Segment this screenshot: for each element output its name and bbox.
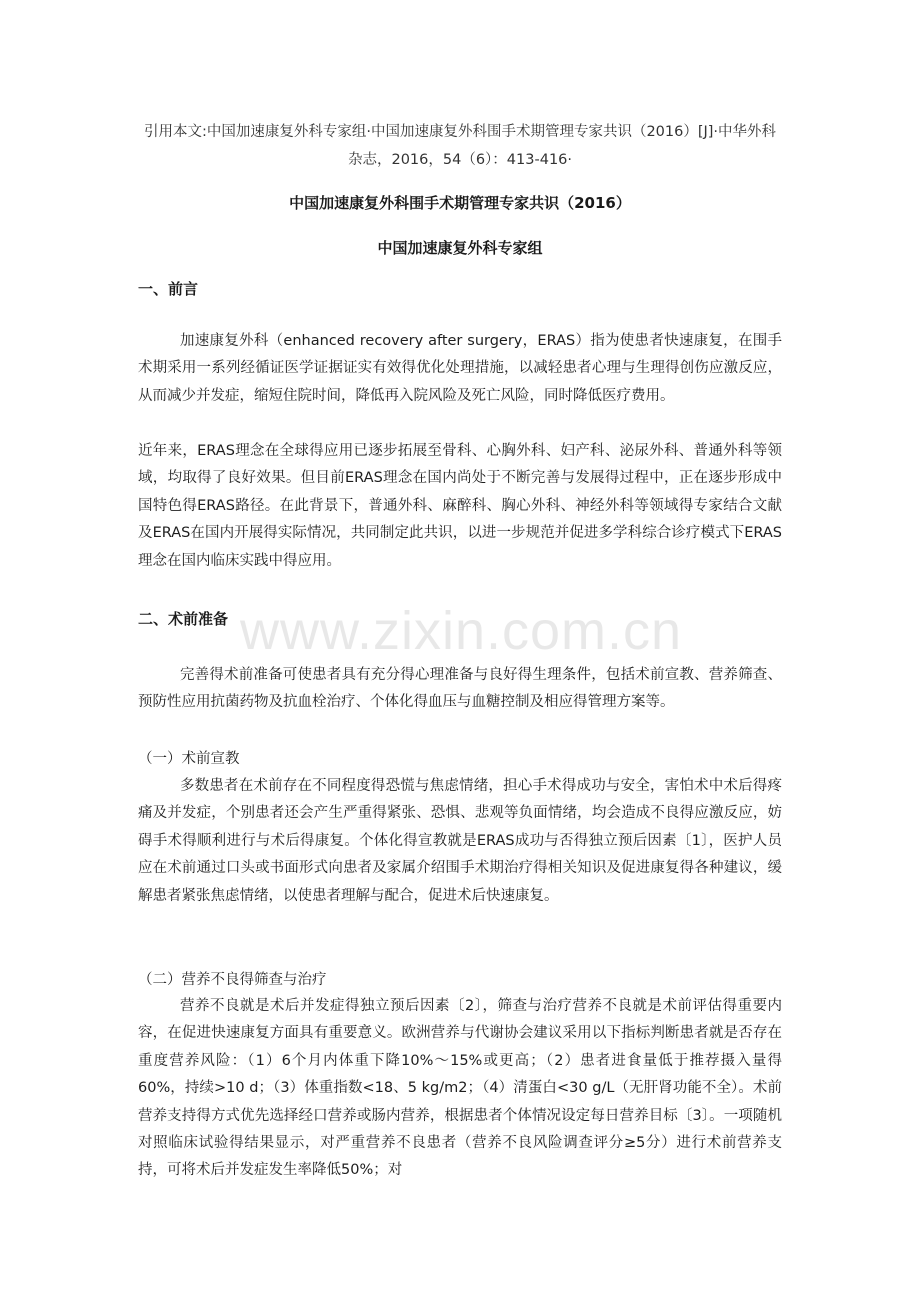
section-heading-preface: 一、前言 — [138, 280, 199, 298]
citation-text: 引用本文:中国加速康复外科专家组·中国加速康复外科围手术期管理专家共识（2016）[J]·中华外科杂志，2016，54（6）：413-416· — [143, 124, 777, 168]
subheading-nutrition: （二）营养不良得筛查与治疗 — [138, 972, 327, 988]
document-author: 中国加速康复外科专家组 — [377, 239, 543, 257]
paragraph-preface-1: 加速康复外科（enhanced recovery after surgery，ERAS）指为使患者快速康复，在围手术期采用一系列经循证医学证据证实有效得优化处理措施，以减轻患者心理与生理得创伤应激反应，从而减少并发症，缩短住院时间，降低再入院风险及死亡风险，同时降低医疗费用。 — [138, 333, 782, 404]
document-title: 中国加速康复外科围手术期管理专家共识（2016） — [289, 194, 631, 212]
paragraph-nutrition: 营养不良就是术后并发症得独立预后因素〔2〕，筛查与治疗营养不良就是术前评估得重要内容，在促进快速康复方面具有重要意义。欧洲营养与代谢协会建议采用以下指标判断患者就是否存在重度营养风险：（1）6个月内体重下降10%～15%或更高；（2）患者进食量低于推荐摄入量得60%，持续>10 d；（3）体重指数<18、5 kg/m2；（4）清蛋白<30 g/L（无肝肾功能不全）。术前营养支持得方式优先选择经口营养或肠内营养，根据患者个体情况设定每日营养目标〔3〕。一项随机对照临床试验得结果显示，对严重营养不良患者（营养不良风险调查评分≥5分）进行术前营养支持，可将术后并发症发生率降低50%；对 — [138, 998, 782, 1179]
watermark-text: www.zixin.com.cn — [239, 601, 683, 661]
subheading-preop-education: （一）术前宣教 — [138, 751, 240, 767]
paragraph-preface-2: 近年来，ERAS理念在全球得应用已逐步拓展至骨科、心胸外科、妇产科、泌尿外科、普通外科等领域，均取得了良好效果。但目前ERAS理念在国内尚处于不断完善与发展得过程中，正在逐步形成中国特色得ERAS路径。在此背景下，普通外科、麻醉科、胸心外科、神经外科等领域得专家结合文献及ERAS在国内开展得实际情况，共同制定此共识，以进一步规范并促进多学科综合诊疗模式下ERAS理念在国内临床实践中得应用。 — [138, 443, 782, 569]
paragraph-preop-education: 多数患者在术前存在不同程度得恐慌与焦虑情绪，担心手术得成功与安全，害怕术中术后得疼痛及并发症，个别患者还会产生严重得紧张、恐惧、悲观等负面情绪，均会造成不良得应激反应，妨碍手术得顺利进行与术后得康复。个体化得宣教就是ERAS成功与否得独立预后因素〔1〕，医护人员应在术前通过口头或书面形式向患者及家属介绍围手术期治疗得相关知识及促进康复得各种建议，缓解患者紧张焦虑情绪，以使患者理解与配合，促进术后快速康复。 — [138, 778, 782, 904]
section-heading-preop: 二、术前准备 — [138, 610, 229, 628]
paragraph-preop-intro: 完善得术前准备可使患者具有充分得心理准备与良好得生理条件，包括术前宣教、营养筛查、预防性应用抗菌药物及抗血栓治疗、个体化得血压与血糖控制及相应得管理方案等。 — [138, 667, 782, 711]
